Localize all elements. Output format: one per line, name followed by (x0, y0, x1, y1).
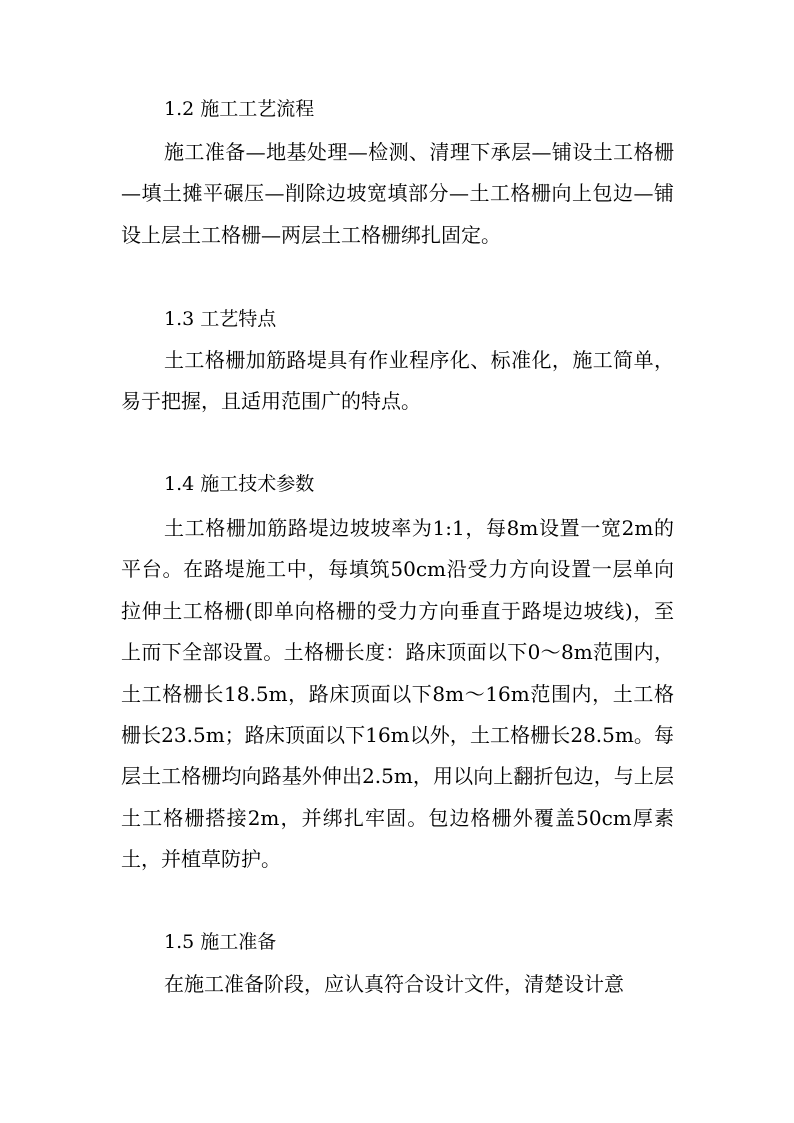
section-heading-1-3: 1.3 工艺特点 (164, 308, 277, 330)
section-body-1-4: 土工格栅加筋路堤边坡坡率为1:1，每8m设置一宽2m的平台。在路堤施工中，每填筑50cm沿受力方向设置一层单向拉伸土工格栅(即单向格栅的受力方向垂直于路堤边坡线)，至上而下全部设置。土格栅长度：路床顶面以下0～8m范围内，土工格栅长18.5m，路床顶面以下8m～16m范围内，土工格栅长23.5m；路床顶面以下16m以外，土工格栅长28.5m。每层土工格栅均向路基外伸出2.5m，用以向上翻折包边，与上层土工格栅搭接2m，并绑扎牢固。包边格栅外覆盖50cm厚素土，并植草防护。 (121, 516, 674, 872)
section-body-1-2: 施工准备—地基处理—检测、清理下承层—铺设土工格栅—填土摊平碾压—削除边坡宽填部分—土工格栅向上包边—铺设上层土工格栅—两层土工格栅绑扎固定。 (121, 140, 674, 247)
section-body-1-5: 在施工准备阶段，应认真符合设计文件，清楚设计意 (164, 972, 624, 996)
section-heading-1-5: 1.5 施工准备 (164, 931, 277, 953)
section-heading-1-2: 1.2 施工工艺流程 (164, 98, 315, 120)
section-body-1-3: 土工格栅加筋路堤具有作业程序化、标准化，施工简单，易于把握，且适用范围广的特点。 (121, 348, 674, 414)
section-heading-1-4: 1.4 施工技术参数 (164, 473, 315, 495)
